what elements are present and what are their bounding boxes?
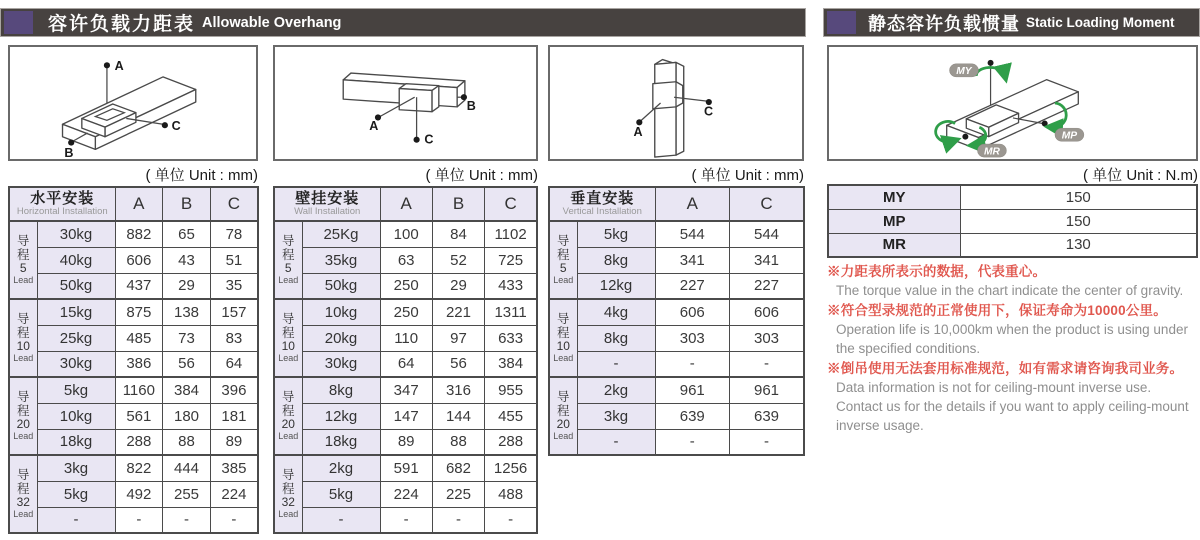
lead-en: Lead [553,430,574,441]
value-cell: 56 [432,351,484,377]
lead-zh-char: 导 [16,234,30,249]
load-cell: 20kg [302,325,380,351]
load-cell: 3kg [577,403,655,429]
lead-group-label [9,221,37,299]
load-cell: 30kg [37,221,115,247]
lead-group-label [274,221,302,299]
value-cell: 488 [485,481,537,507]
installation-title-en: Wall Installation [294,206,361,218]
spec-table [8,186,259,534]
static-moment-table [827,184,1198,258]
value-cell: 147 [380,403,432,429]
data-row [9,351,258,377]
value-cell: 303 [730,325,805,351]
footnote-zh: ※力距表所表示的数据，代表重心。 [827,264,1047,279]
value-cell: 138 [163,299,211,325]
column-header: A [115,187,163,221]
label-c: C [704,104,714,119]
data-row [9,325,258,351]
moment-value: 150 [960,209,1197,233]
load-cell: 10kg [37,403,115,429]
value-cell: 288 [115,429,163,455]
lead-zh-char: 导 [16,390,30,405]
lead-zh-char: 程 [281,248,295,263]
value-cell: 224 [380,481,432,507]
lead-en: Lead [13,430,34,441]
data-row [274,351,537,377]
data-row [274,481,537,507]
value-cell: 89 [380,429,432,455]
value-cell: 29 [163,273,211,299]
moment-axis-label: MY [828,185,960,209]
unit-label-nm: ( 单位 Unit : N.m) [1083,167,1198,184]
data-row [274,429,537,455]
value-cell: 341 [730,247,805,273]
value-cell: 561 [115,403,163,429]
value-cell: 250 [380,273,432,299]
header-title-en: Static Loading Moment [1026,15,1175,30]
value-cell: 227 [730,273,805,299]
value-cell: 485 [115,325,163,351]
value-cell: 316 [432,377,484,403]
lead-en: Lead [13,508,34,519]
value-cell: 437 [115,273,163,299]
lead-zh-char: 程 [16,326,30,341]
lead-zh-char: 导 [16,312,30,327]
load-cell: 12kg [302,403,380,429]
value-cell: - [655,429,730,455]
installation-title [549,187,655,221]
lead-en: Lead [278,274,299,285]
load-cell: 18kg [302,429,380,455]
footnote-zh: ※倒吊使用无法套用标准规范，如有需求请咨询我司业务。 [827,361,1184,377]
wall-rail-drawing [275,47,536,159]
data-row [9,221,258,247]
point-c-dot [414,137,420,143]
moment-axis-label: MR [828,233,960,257]
installation-title-zh: 垂直安装 [570,190,635,208]
data-row [9,507,258,533]
load-cell: 40kg [37,247,115,273]
value-cell: 225 [432,481,484,507]
value-cell: - [210,507,258,533]
unit-label-mm: ( 单位 Unit : mm) [425,167,538,184]
load-cell: - [577,351,655,377]
label-a: A [369,119,379,134]
column-header: B [163,187,211,221]
load-cell: - [302,507,380,533]
value-cell: 384 [485,351,537,377]
value-cell: 433 [485,273,537,299]
value-cell: 64 [210,351,258,377]
lead-zh-char: 导 [556,390,570,405]
value-cell: 384 [163,377,211,403]
wall-installation-table [273,186,538,534]
allowable-overhang-header-bar [0,8,806,37]
horizontal-rail-drawing [10,47,256,159]
data-row [9,429,258,455]
data-row [9,403,258,429]
data-row [549,325,804,351]
value-cell: 51 [210,247,258,273]
load-cell: - [37,507,115,533]
installation-title-zh: 水平安装 [30,190,95,208]
load-cell: 2kg [302,455,380,481]
value-cell: 455 [485,403,537,429]
value-cell: 255 [163,481,211,507]
lead-group-label [9,299,37,377]
data-row [9,299,258,325]
value-cell: 492 [115,481,163,507]
value-cell: 725 [485,247,537,273]
data-row [9,273,258,299]
static-loading-moment-header-bar [823,8,1200,37]
lead-en: Lead [278,352,299,363]
data-row [274,377,537,403]
point-a-dot [104,62,110,68]
footnote-zh: ※符合型录规范的正常使用下，保证寿命为10000公里。 [827,303,1167,319]
footnote-en: The torque value in the chart indicate the center of gravity. [836,283,1184,299]
load-cell: - [577,429,655,455]
data-row [274,403,537,429]
load-cell: 2kg [577,377,655,403]
lead-group-label [549,299,577,377]
value-cell: 250 [380,299,432,325]
lead-number: 20 [16,417,30,432]
value-cell: 288 [485,429,537,455]
lead-zh-char: 导 [556,312,570,327]
value-cell: 591 [380,455,432,481]
value-cell: 84 [432,221,484,247]
lead-zh-char: 程 [281,404,295,419]
value-cell: 341 [655,247,730,273]
lead-group-label [9,377,37,455]
value-cell: - [163,507,211,533]
value-cell: 961 [655,377,730,403]
value-cell: 35 [210,273,258,299]
value-cell: 181 [210,403,258,429]
data-row [549,429,804,455]
value-cell: 63 [380,247,432,273]
lead-en: Lead [278,430,299,441]
value-cell: 544 [655,221,730,247]
vertical-installation-table [548,186,805,456]
value-cell: 224 [210,481,258,507]
data-row [549,299,804,325]
label-a: A [633,124,643,139]
load-cell: 5kg [37,481,115,507]
value-cell: 875 [115,299,163,325]
column-header: C [485,187,537,221]
data-row [549,403,804,429]
load-cell: 4kg [577,299,655,325]
value-cell: 52 [432,247,484,273]
static-moment-diagram [827,45,1198,161]
lead-number: 5 [19,261,27,276]
purple-accent-square [4,11,33,34]
column-header: C [210,187,258,221]
load-cell: 3kg [37,455,115,481]
header-title-en: Allowable Overhang [202,14,342,31]
lead-en: Lead [13,352,34,363]
lead-number: 10 [556,339,570,354]
load-cell: 35kg [302,247,380,273]
lead-number: 20 [281,417,295,432]
value-cell: 110 [380,325,432,351]
value-cell: 56 [163,351,211,377]
value-cell: - [115,507,163,533]
horizontal-installation-table [8,186,259,534]
data-row [274,507,537,533]
purple-accent-square [827,11,856,34]
data-row [549,247,804,273]
value-cell: 97 [432,325,484,351]
value-cell: 386 [115,351,163,377]
value-cell: 100 [380,221,432,247]
value-cell: 89 [210,429,258,455]
load-cell: 8kg [302,377,380,403]
lead-number: 20 [556,417,570,432]
data-row [274,455,537,481]
lead-group-label [549,221,577,299]
value-cell: 639 [730,403,805,429]
moment-row [828,209,1197,233]
footnote-en: Operation life is 10,000km when the product is using under the specified conditions. [836,322,1188,357]
data-row [549,221,804,247]
column-header: B [432,187,484,221]
lead-number: 5 [559,261,567,276]
value-cell: 83 [210,325,258,351]
value-cell: 221 [432,299,484,325]
value-cell: 544 [730,221,805,247]
unit-label-mm: ( 单位 Unit : mm) [691,167,804,184]
value-cell: 1311 [485,299,537,325]
value-cell: 606 [115,247,163,273]
footnote-en: Data information is not for ceiling-mount inverse use. [836,380,1152,396]
vertical-rail-drawing [550,47,802,159]
lead-zh-char: 导 [281,234,295,249]
load-cell: 25kg [37,325,115,351]
load-cell: 12kg [577,273,655,299]
load-cell: 8kg [577,325,655,351]
spec-table [273,186,538,534]
moment-axis-label: MP [828,209,960,233]
lead-zh-char: 导 [281,312,295,327]
header-title-zh: 静态容许负载惯量 [868,13,1020,34]
value-cell: 88 [163,429,211,455]
value-cell: 88 [432,429,484,455]
data-row [549,377,804,403]
installation-title [9,187,115,221]
lead-number: 32 [281,495,295,510]
label-b: B [64,146,74,159]
load-cell: 15kg [37,299,115,325]
lead-zh-char: 程 [556,404,570,419]
value-cell: 73 [163,325,211,351]
data-row [274,247,537,273]
lead-zh-char: 程 [16,404,30,419]
my-axis-dot [988,60,994,66]
data-row [549,351,804,377]
column-header: A [380,187,432,221]
data-row [549,273,804,299]
value-cell: 606 [655,299,730,325]
mr-badge-label: MR [983,146,1000,158]
lead-en: Lead [553,352,574,363]
value-cell: 606 [730,299,805,325]
value-cell: - [432,507,484,533]
value-cell: 1160 [115,377,163,403]
value-cell: 1102 [485,221,537,247]
value-cell: - [655,351,730,377]
my-badge-label: MY [956,66,972,78]
unit-label-mm: ( 单位 Unit : mm) [145,167,258,184]
moment-table [827,184,1198,258]
value-cell: 961 [730,377,805,403]
lead-group-label [274,299,302,377]
data-row [274,221,537,247]
column-header: A [655,187,730,221]
load-cell: 18kg [37,429,115,455]
value-cell: 822 [115,455,163,481]
value-cell: 144 [432,403,484,429]
label-c: C [424,132,434,147]
value-cell: 396 [210,377,258,403]
wall-installation-diagram [273,45,538,161]
point-b-dot [68,139,74,145]
horizontal-installation-diagram [8,45,258,161]
data-row [9,247,258,273]
moment-rail-drawing [829,47,1196,159]
data-row [9,481,258,507]
installation-title [274,187,380,221]
value-cell: 639 [655,403,730,429]
lead-en: Lead [553,274,574,285]
vertical-installation-diagram [548,45,804,161]
header-row [274,187,537,221]
load-cell: 8kg [577,247,655,273]
installation-title-zh: 壁挂安装 [295,190,360,208]
value-cell: 955 [485,377,537,403]
data-row [274,273,537,299]
value-cell: - [730,429,805,455]
value-cell: 157 [210,299,258,325]
label-c: C [171,119,181,134]
value-cell: 29 [432,273,484,299]
value-cell: 227 [655,273,730,299]
lead-group-label [274,455,302,533]
moment-value: 150 [960,185,1197,209]
column-header: C [730,187,805,221]
data-row [274,299,537,325]
lead-number: 10 [16,339,30,354]
load-cell: 25Kg [302,221,380,247]
lead-zh-char: 导 [281,390,295,405]
lead-zh-char: 程 [281,482,295,497]
value-cell: 43 [163,247,211,273]
value-cell: 633 [485,325,537,351]
lead-zh-char: 程 [281,326,295,341]
lead-group-label [274,377,302,455]
value-cell: 78 [210,221,258,247]
load-cell: 5kg [302,481,380,507]
load-cell: 30kg [37,351,115,377]
lead-group-label [549,377,577,455]
value-cell: 64 [380,351,432,377]
lead-zh-char: 导 [281,468,295,483]
footnotes [827,262,1200,436]
load-cell: 50kg [302,273,380,299]
lead-en: Lead [13,274,34,285]
lead-number: 32 [16,495,30,510]
lead-number: 10 [281,339,295,354]
lead-zh-char: 程 [556,326,570,341]
label-b: B [466,98,476,113]
value-cell: 385 [210,455,258,481]
moment-row [828,233,1197,257]
lead-zh-char: 导 [16,468,30,483]
value-cell: 303 [655,325,730,351]
installation-title-en: Horizontal Installation [16,206,108,218]
value-cell: 882 [115,221,163,247]
data-row [9,377,258,403]
value-cell: 1256 [485,455,537,481]
header-title-zh: 容许负载力距表 [48,14,196,35]
load-cell: 10kg [302,299,380,325]
value-cell: 65 [163,221,211,247]
value-cell: 682 [432,455,484,481]
lead-zh-char: 程 [556,248,570,263]
lead-zh-char: 程 [16,248,30,263]
value-cell: - [380,507,432,533]
load-cell: 5kg [37,377,115,403]
spec-table [548,186,805,456]
lead-zh-char: 导 [556,234,570,249]
moment-value: 130 [960,233,1197,257]
lead-number: 5 [284,261,292,276]
value-cell: 444 [163,455,211,481]
header-row [9,187,258,221]
mp-badge-label: MP [1061,130,1078,142]
lead-en: Lead [278,508,299,519]
load-cell: 5kg [577,221,655,247]
load-cell: 30kg [302,351,380,377]
data-row [9,455,258,481]
lead-group-label [9,455,37,533]
moment-row [828,185,1197,209]
mr-axis-dot [962,134,968,140]
lead-zh-char: 程 [16,482,30,497]
label-a: A [114,59,124,74]
data-row [274,325,537,351]
point-c-dot [162,122,168,128]
footnote-en: Contact us for the details if you want to apply ceiling-mount inverse usage. [836,399,1189,434]
value-cell: 180 [163,403,211,429]
mp-axis-dot [1042,121,1048,127]
value-cell: - [730,351,805,377]
header-row [549,187,804,221]
installation-title-en: Vertical Installation [562,206,642,218]
value-cell: - [485,507,537,533]
value-cell: 347 [380,377,432,403]
load-cell: 50kg [37,273,115,299]
